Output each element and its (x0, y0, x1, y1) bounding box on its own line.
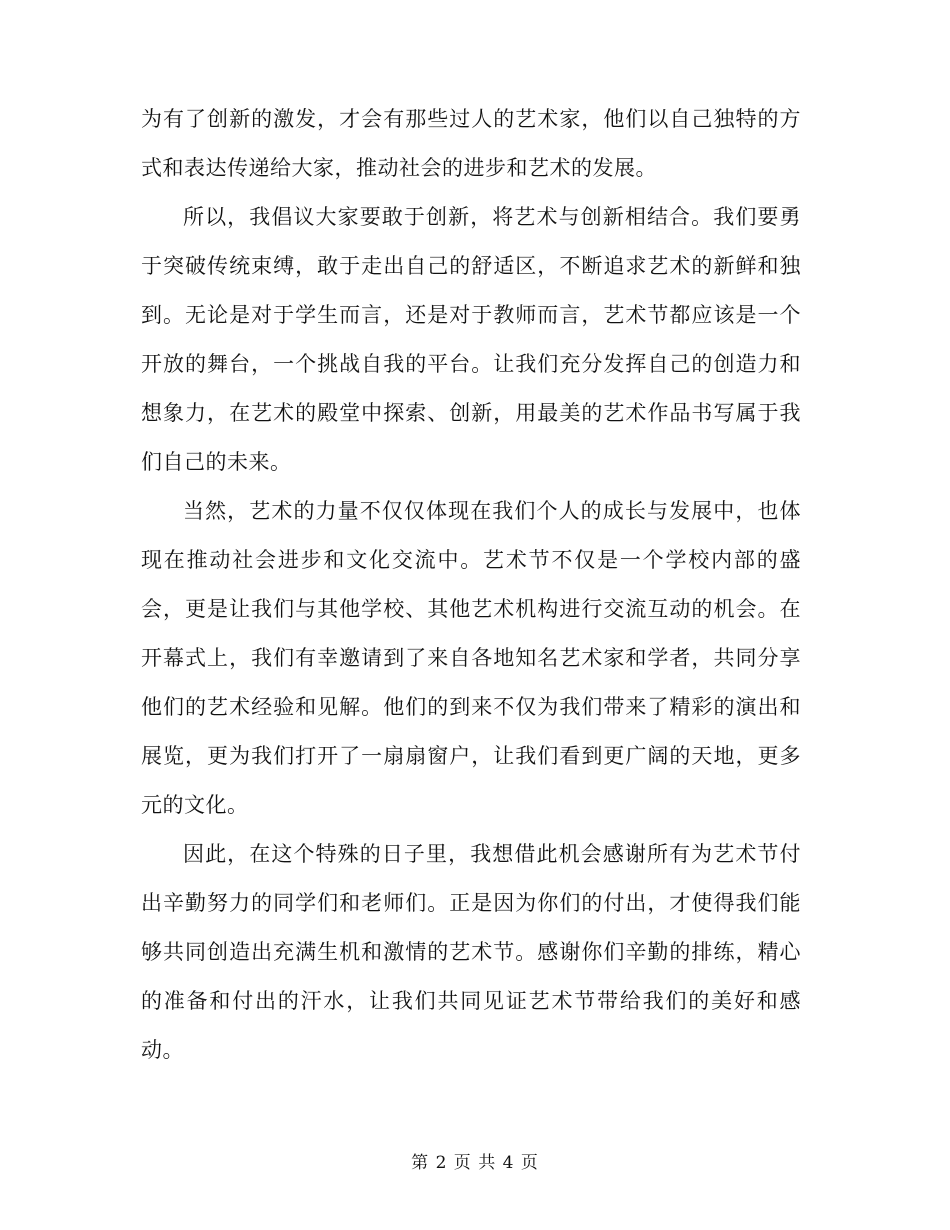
document-body (141, 95, 801, 1075)
paragraph-2: 所以，我倡议大家要敢于创新，将艺术与创新相结合。我们要勇于突破传统束缚，敢于走出自己的舒适区，不断追求艺术的新鲜和独到。无论是对于学生而言，还是对于教师而言，艺术节都应该是一个开放的舞台，一个挑战自我的平台。让我们充分发挥自己的创造力和想象力，在艺术的殿堂中探索、创新，用最美的艺术作品书写属于我们自己的未来。 (141, 205, 801, 474)
paragraph-1: 为有了创新的激发，才会有那些过人的艺术家，他们以自己独特的方式和表达传递给大家，推动社会的进步和艺术的发展。 (141, 107, 801, 180)
paragraph-3: 当然，艺术的力量不仅仅体现在我们个人的成长与发展中，也体现在推动社会进步和文化交流中。艺术节不仅是一个学校内部的盛会，更是让我们与其他学校、其他艺术机构进行交流互动的机会。在开幕式上，我们有幸邀请到了来自各地知名艺术家和学者，共同分享他们的艺术经验和见解。他们的到来不仅为我们带来了精彩的演出和展览，更为我们打开了一扇扇窗户，让我们看到更广阔的天地，更多元的文化。 (141, 499, 801, 817)
paragraph-4: 因此，在这个特殊的日子里，我想借此机会感谢所有为艺术节付出辛勤努力的同学们和老师们。正是因为你们的付出，才使得我们能够共同创造出充满生机和激情的艺术节。感谢你们辛勤的排练，精心的准备和付出的汗水，让我们共同见证艺术节带给我们的美好和感动。 (141, 842, 801, 1062)
page-number-footer: 第 2 页 共 4 页 (411, 1153, 539, 1173)
